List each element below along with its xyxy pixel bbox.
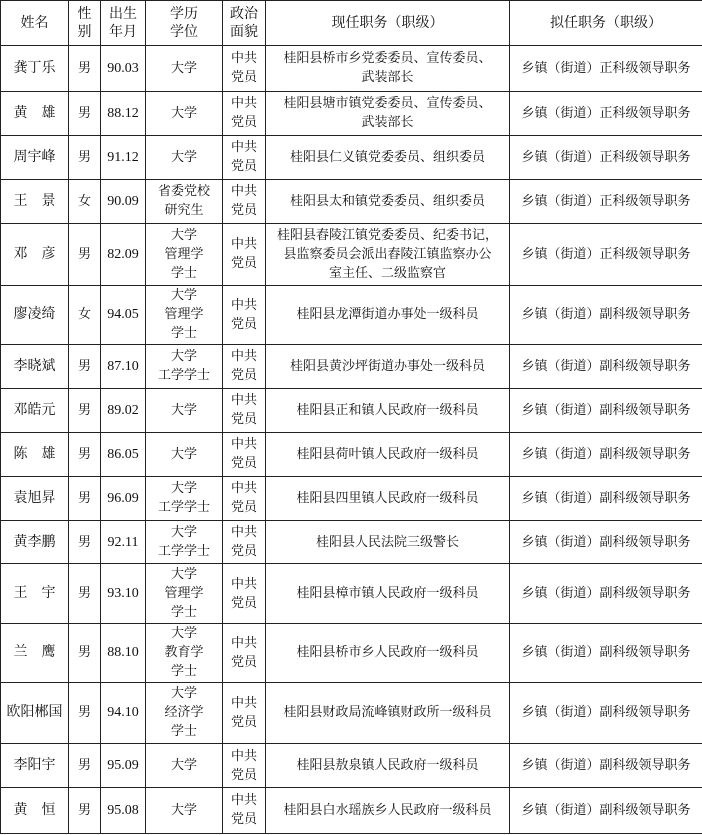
cell-proposed-position: 乡镇（街道）正科级领导职务	[510, 91, 702, 135]
cell-gender: 男	[69, 135, 101, 179]
header-education: 学历 学位	[146, 1, 223, 46]
cell-name: 王 宇	[1, 564, 69, 623]
cell-gender: 男	[69, 223, 101, 285]
cell-name: 黄李鹏	[1, 520, 69, 564]
cell-birth: 92.11	[101, 520, 146, 564]
cell-party: 中共 党员	[223, 682, 266, 743]
cell-current-position: 桂阳县樟市镇人民政府一级科员	[266, 564, 510, 623]
cell-name: 龚丁乐	[1, 46, 69, 92]
cell-proposed-position: 乡镇（街道）副科级领导职务	[510, 388, 702, 432]
cell-current-position: 桂阳县塘市镇党委委员、宣传委员、 武装部长	[266, 91, 510, 135]
table-row	[1, 520, 702, 564]
cell-party: 中共 党员	[223, 787, 266, 833]
cell-party: 中共 党员	[223, 345, 266, 389]
cell-name: 兰 鹰	[1, 623, 69, 682]
cell-birth: 87.10	[101, 345, 146, 389]
cell-current-position: 桂阳县敖泉镇人民政府一级科员	[266, 744, 510, 788]
cell-birth: 94.05	[101, 285, 146, 344]
cell-education: 大学	[146, 787, 223, 833]
table-row	[1, 91, 702, 135]
table-row	[1, 135, 702, 179]
cell-name: 袁旭昇	[1, 476, 69, 520]
cell-gender: 男	[69, 388, 101, 432]
cell-proposed-position: 乡镇（街道）正科级领导职务	[510, 179, 702, 223]
table-row	[1, 388, 702, 432]
cell-party: 中共 党员	[223, 388, 266, 432]
cell-birth: 86.05	[101, 432, 146, 476]
cell-birth: 89.02	[101, 388, 146, 432]
cell-birth: 90.03	[101, 46, 146, 92]
cell-party: 中共 党员	[223, 179, 266, 223]
cell-birth: 88.10	[101, 623, 146, 682]
cell-party: 中共 党员	[223, 476, 266, 520]
cell-gender: 男	[69, 787, 101, 833]
header-birth: 出生 年月	[101, 1, 146, 46]
cell-current-position: 桂阳县黄沙坪街道办事处一级科员	[266, 345, 510, 389]
header-row	[1, 1, 702, 46]
cell-party: 中共 党员	[223, 223, 266, 285]
cell-current-position: 桂阳县财政局流峰镇财政所一级科员	[266, 682, 510, 743]
header-name: 姓名	[1, 1, 69, 46]
cell-name: 李晓斌	[1, 345, 69, 389]
header-current-position: 现任职务（职级）	[266, 1, 510, 46]
cell-gender: 男	[69, 564, 101, 623]
cell-education: 大学	[146, 744, 223, 788]
cell-gender: 女	[69, 285, 101, 344]
cell-proposed-position: 乡镇（街道）副科级领导职务	[510, 682, 702, 743]
cell-party: 中共 党员	[223, 520, 266, 564]
cell-name: 廖凌绮	[1, 285, 69, 344]
cell-education: 大学 管理学 学士	[146, 285, 223, 344]
cell-gender: 男	[69, 345, 101, 389]
table-row	[1, 476, 702, 520]
cell-education: 大学	[146, 91, 223, 135]
cell-current-position: 桂阳县仁义镇党委委员、组织委员	[266, 135, 510, 179]
cell-gender: 男	[69, 682, 101, 743]
cell-birth: 95.09	[101, 744, 146, 788]
cell-name: 黄 恒	[1, 787, 69, 833]
cell-education: 省委党校 研究生	[146, 179, 223, 223]
cell-education: 大学	[146, 432, 223, 476]
cell-birth: 93.10	[101, 564, 146, 623]
cell-proposed-position: 乡镇（街道）副科级领导职务	[510, 432, 702, 476]
cell-proposed-position: 乡镇（街道）副科级领导职务	[510, 285, 702, 344]
cell-proposed-position: 乡镇（街道）副科级领导职务	[510, 520, 702, 564]
cell-gender: 女	[69, 179, 101, 223]
cell-name: 邓皓元	[1, 388, 69, 432]
cell-birth: 96.09	[101, 476, 146, 520]
cell-current-position: 桂阳县人民法院三级警长	[266, 520, 510, 564]
cell-current-position: 桂阳县舂陵江镇党委委员、纪委书记， 县监察委员会派出舂陵江镇监察办公 室主任、二级监察官	[266, 223, 510, 285]
cell-party: 中共 党员	[223, 623, 266, 682]
table-row	[1, 285, 702, 344]
cell-party: 中共 党员	[223, 564, 266, 623]
cell-gender: 男	[69, 432, 101, 476]
cell-name: 李阳宇	[1, 744, 69, 788]
cell-proposed-position: 乡镇（街道）副科级领导职务	[510, 744, 702, 788]
cell-education: 大学 工学学士	[146, 520, 223, 564]
table-row	[1, 744, 702, 788]
cell-education: 大学 工学学士	[146, 476, 223, 520]
table-row	[1, 179, 702, 223]
cell-party: 中共 党员	[223, 46, 266, 92]
header-gender: 性别	[69, 1, 101, 46]
table-row	[1, 682, 702, 743]
table-row	[1, 223, 702, 285]
cell-name: 陈 雄	[1, 432, 69, 476]
cell-name: 欧阳郴国	[1, 682, 69, 743]
cell-gender: 男	[69, 744, 101, 788]
table-row	[1, 432, 702, 476]
cell-education: 大学 管理学 学士	[146, 223, 223, 285]
cell-current-position: 桂阳县正和镇人民政府一级科员	[266, 388, 510, 432]
cell-proposed-position: 乡镇（街道）正科级领导职务	[510, 46, 702, 92]
header-proposed-position: 拟任职务（职级）	[510, 1, 702, 46]
cell-proposed-position: 乡镇（街道）副科级领导职务	[510, 787, 702, 833]
cell-current-position: 桂阳县桥市乡党委委员、宣传委员、 武装部长	[266, 46, 510, 92]
cell-current-position: 桂阳县桥市乡人民政府一级科员	[266, 623, 510, 682]
cell-birth: 88.12	[101, 91, 146, 135]
cell-proposed-position: 乡镇（街道）副科级领导职务	[510, 623, 702, 682]
cell-current-position: 桂阳县荷叶镇人民政府一级科员	[266, 432, 510, 476]
cell-party: 中共 党员	[223, 285, 266, 344]
table-row	[1, 564, 702, 623]
cell-birth: 94.10	[101, 682, 146, 743]
cell-proposed-position: 乡镇（街道）副科级领导职务	[510, 345, 702, 389]
cell-gender: 男	[69, 46, 101, 92]
cell-birth: 90.09	[101, 179, 146, 223]
cell-education: 大学 工学学士	[146, 345, 223, 389]
cell-education: 大学 教育学 学士	[146, 623, 223, 682]
table-row	[1, 345, 702, 389]
cell-birth: 82.09	[101, 223, 146, 285]
cell-party: 中共 党员	[223, 744, 266, 788]
cell-name: 周宇峰	[1, 135, 69, 179]
cell-name: 王 景	[1, 179, 69, 223]
table-row	[1, 787, 702, 833]
cell-current-position: 桂阳县太和镇党委委员、组织委员	[266, 179, 510, 223]
cell-current-position: 桂阳县白水瑶族乡人民政府一级科员	[266, 787, 510, 833]
cell-education: 大学	[146, 46, 223, 92]
cell-party: 中共 党员	[223, 91, 266, 135]
table-row	[1, 46, 702, 92]
cell-education: 大学	[146, 135, 223, 179]
cell-party: 中共 党员	[223, 135, 266, 179]
cell-gender: 男	[69, 520, 101, 564]
cell-gender: 男	[69, 91, 101, 135]
cell-proposed-position: 乡镇（街道）正科级领导职务	[510, 223, 702, 285]
cell-name: 黄 雄	[1, 91, 69, 135]
cell-education: 大学 经济学 学士	[146, 682, 223, 743]
cell-name: 邓 彦	[1, 223, 69, 285]
table-row	[1, 623, 702, 682]
cell-birth: 91.12	[101, 135, 146, 179]
cell-birth: 95.08	[101, 787, 146, 833]
cell-gender: 男	[69, 476, 101, 520]
cell-proposed-position: 乡镇（街道）副科级领导职务	[510, 564, 702, 623]
cell-party: 中共 党员	[223, 432, 266, 476]
cell-education: 大学 管理学 学士	[146, 564, 223, 623]
cell-current-position: 桂阳县四里镇人民政府一级科员	[266, 476, 510, 520]
cell-proposed-position: 乡镇（街道）正科级领导职务	[510, 135, 702, 179]
cell-current-position: 桂阳县龙潭街道办事处一级科员	[266, 285, 510, 344]
header-party: 政治 面貌	[223, 1, 266, 46]
cell-gender: 男	[69, 623, 101, 682]
cell-education: 大学	[146, 388, 223, 432]
cell-proposed-position: 乡镇（街道）副科级领导职务	[510, 476, 702, 520]
